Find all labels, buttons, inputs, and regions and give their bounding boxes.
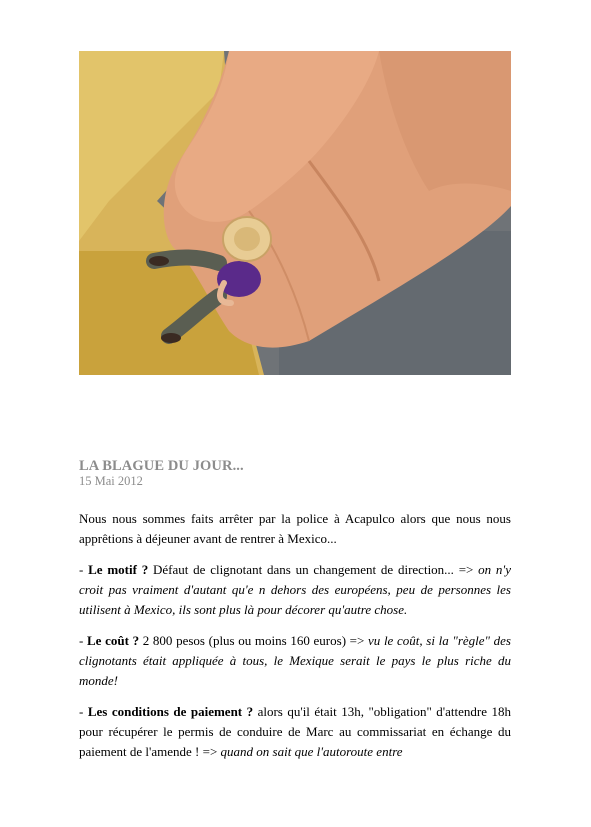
paragraph-label: Le coût ?: [87, 633, 140, 648]
article-photo: [79, 51, 511, 375]
paragraph-label: Le motif ?: [88, 562, 149, 577]
list-dash: -: [79, 633, 87, 648]
paragraph-comment: quand on sait que l'autoroute entre: [220, 744, 403, 759]
paragraph-cout: [79, 631, 511, 691]
paragraph-comment: vu le coût, si la "règle" des clignotants était appliquée à tous, le Mexique serait le pays le plus riche du monde!: [79, 633, 511, 688]
paragraph-label: Les conditions de paiement ?: [87, 704, 254, 719]
paragraph-comment: on n'y croit pas vraiment d'autant qu'e n dehors des européens, peu de personnes les utilisent à Mexico, ils sont plus là pour décorer qu'autre chose.: [79, 562, 511, 617]
post-title: LA BLAGUE DU JOUR...: [79, 458, 244, 474]
post-date: 15 Mai 2012: [79, 474, 143, 488]
paragraph-body: 2 800 pesos (plus ou moins 160 euros) =>: [139, 633, 369, 648]
list-dash: -: [79, 704, 88, 719]
article-body: [79, 509, 511, 773]
paragraph-conditions: [79, 702, 511, 762]
paragraph-text: Nous nous sommes faits arrêter par la police à Acapulco alors que nous nous apprêtions à déjeuner avant de rentrer à Mexico...: [79, 511, 511, 546]
paragraph-body: alors qu'il était 13h, "obligation" d'attendre 18h pour récupérer le permis de conduire de Marc au commissariat en échange du paiement de l'amende ! =>: [79, 704, 511, 759]
list-dash: -: [79, 562, 89, 577]
paragraph-motif: [79, 560, 511, 620]
intro-paragraph: [79, 509, 511, 549]
paragraph-body: Défaut de clignotant dans un changement de direction... =>: [148, 562, 479, 577]
